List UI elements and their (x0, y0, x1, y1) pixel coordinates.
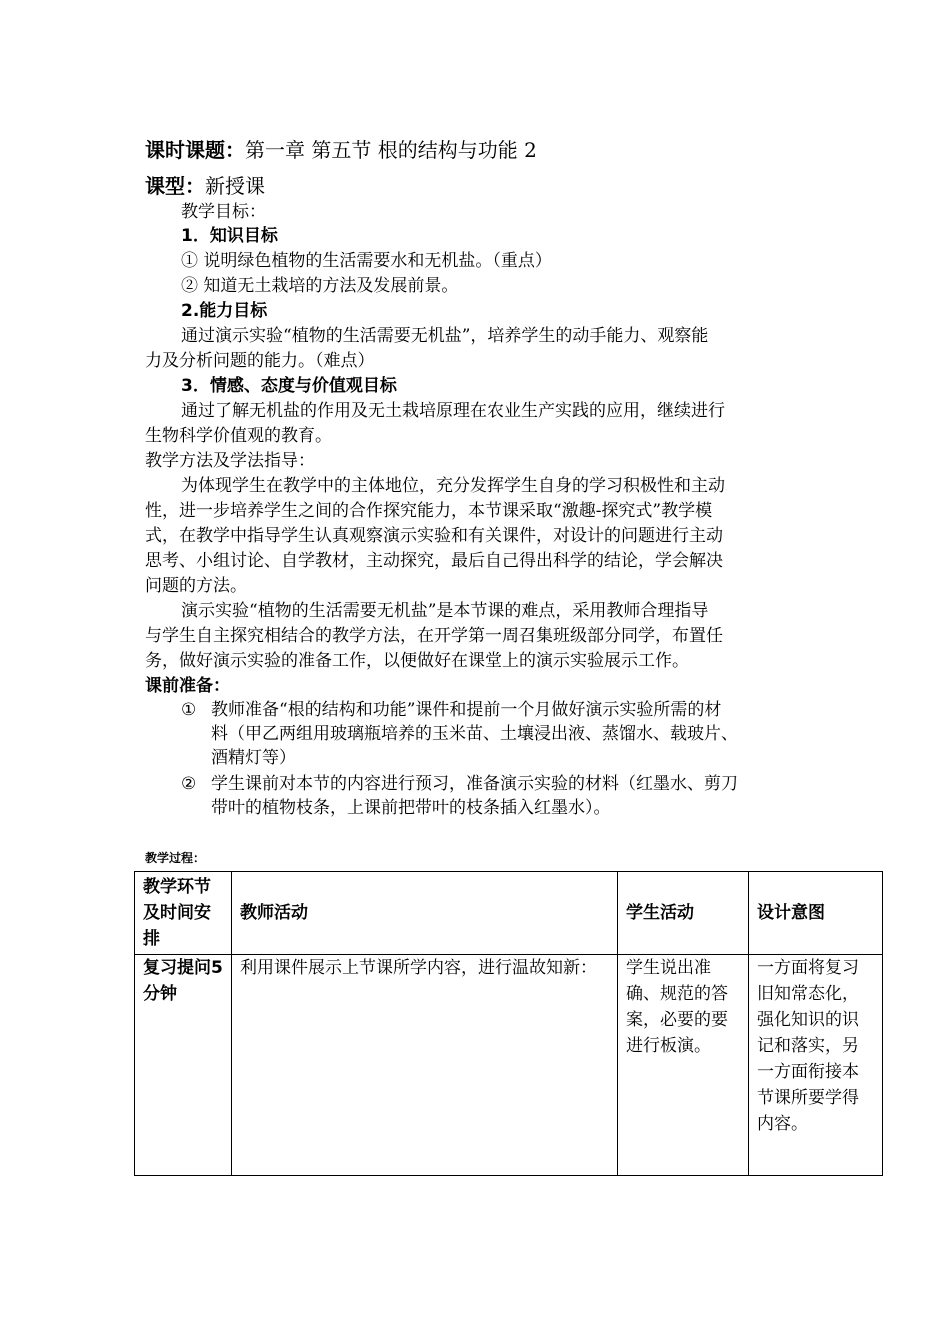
column-header: 学生活动 (618, 872, 749, 955)
table-row (135, 955, 883, 1176)
methods-para2-line: 务，做好演示实验的准备工作，以便做好在课堂上的演示实验展示工作。 (145, 651, 689, 671)
process-table (134, 871, 883, 1176)
stage-cell: 复习提问5分钟 (135, 955, 232, 1176)
column-header: 教师活动 (232, 872, 618, 955)
ability-heading: 2.能力目标 (181, 301, 268, 321)
methods-para1-line: 式，在教学中指导学生认真观察演示实验和有关课件，对设计的问题进行主动 (145, 526, 723, 546)
prep-item-marker: ② (181, 774, 197, 794)
methods-para2-line: 与学生自主探究相结合的教学方法，在开学第一周召集班级部分同学，布置任 (145, 626, 723, 646)
lesson-type-value: 新授课 (205, 174, 265, 198)
knowledge-item: ② 知道无土栽培的方法及发展前景。 (181, 276, 459, 296)
column-header: 教学环节及时间安排 (135, 872, 232, 955)
prep-item-line: 带叶的植物枝条，上课前把带叶的枝条插入红墨水）。 (211, 798, 611, 818)
methods-para1-line: 问题的方法。 (145, 576, 247, 596)
prep-item-line: 酒精灯等） (211, 748, 296, 768)
methods-heading: 教学方法及学法指导： (145, 451, 315, 471)
methods-para1-line: 为体现学生在教学中的主体地位，充分发挥学生自身的学习积极性和主动 (181, 476, 725, 496)
emotion-text-line: 通过了解无机盐的作用及无土栽培原理在农业生产实践的应用，继续进行 (181, 401, 725, 421)
emotion-heading: 3．情感、态度与价值观目标 (181, 376, 397, 396)
prep-item-line: 学生课前对本节的内容进行预习，准备演示实验的材料（红墨水、剪刀 (211, 774, 738, 794)
ability-text-line: 力及分析问题的能力。（难点） (145, 351, 375, 371)
ability-text-line: 通过演示实验“植物的生活需要无机盐”，培养学生的动手能力、观察能 (181, 326, 709, 346)
objectives-heading: 教学目标： (181, 202, 266, 222)
lesson-title (145, 136, 537, 164)
prep-item-line: 料（甲乙两组用玻璃瓶培养的玉米苗、土壤浸出液、蒸馏水、载玻片、 (211, 724, 738, 744)
methods-para1-line: 思考、小组讨论、自学教材，主动探究，最后自己得出科学的结论，学会解决 (145, 551, 723, 571)
table-header-row (135, 872, 883, 955)
methods-para2-line: 演示实验“植物的生活需要无机盐”是本节课的难点，采用教师合理指导 (181, 601, 709, 621)
student-activity-cell: 学生说出准确、规范的答案，必要的要进行板演。 (618, 955, 749, 1176)
methods-para1-line: 性，进一步培养学生之间的合作探究能力，本节课采取“激趣-探究式”教学模 (145, 501, 713, 521)
knowledge-item: ① 说明绿色植物的生活需要水和无机盐。（重点） (181, 251, 552, 271)
column-header: 设计意图 (749, 872, 883, 955)
prep-item-line: 教师准备“根的结构和功能”课件和提前一个月做好演示实验所需的材 (211, 700, 722, 720)
lesson-type-label: 课型： (145, 174, 205, 198)
lesson-title-label: 课时课题： (145, 138, 245, 162)
teacher-activity-cell: 利用课件展示上节课所学内容，进行温故知新： (232, 955, 618, 1176)
prep-item-marker: ① (181, 700, 197, 720)
knowledge-heading: 1．知识目标 (181, 226, 278, 246)
preparation-heading: 课前准备： (145, 676, 230, 696)
process-heading: 教学过程： (145, 851, 206, 865)
emotion-text-line: 生物科学价值观的教育。 (145, 426, 332, 446)
design-intent-cell: 一方面将复习旧知常态化，强化知识的识记和落实，另一方面衔接本节课所要学得内容。 (749, 955, 883, 1176)
lesson-title-value: 第一章 第五节 根的结构与功能 2 (245, 138, 537, 162)
lesson-type (145, 172, 265, 200)
